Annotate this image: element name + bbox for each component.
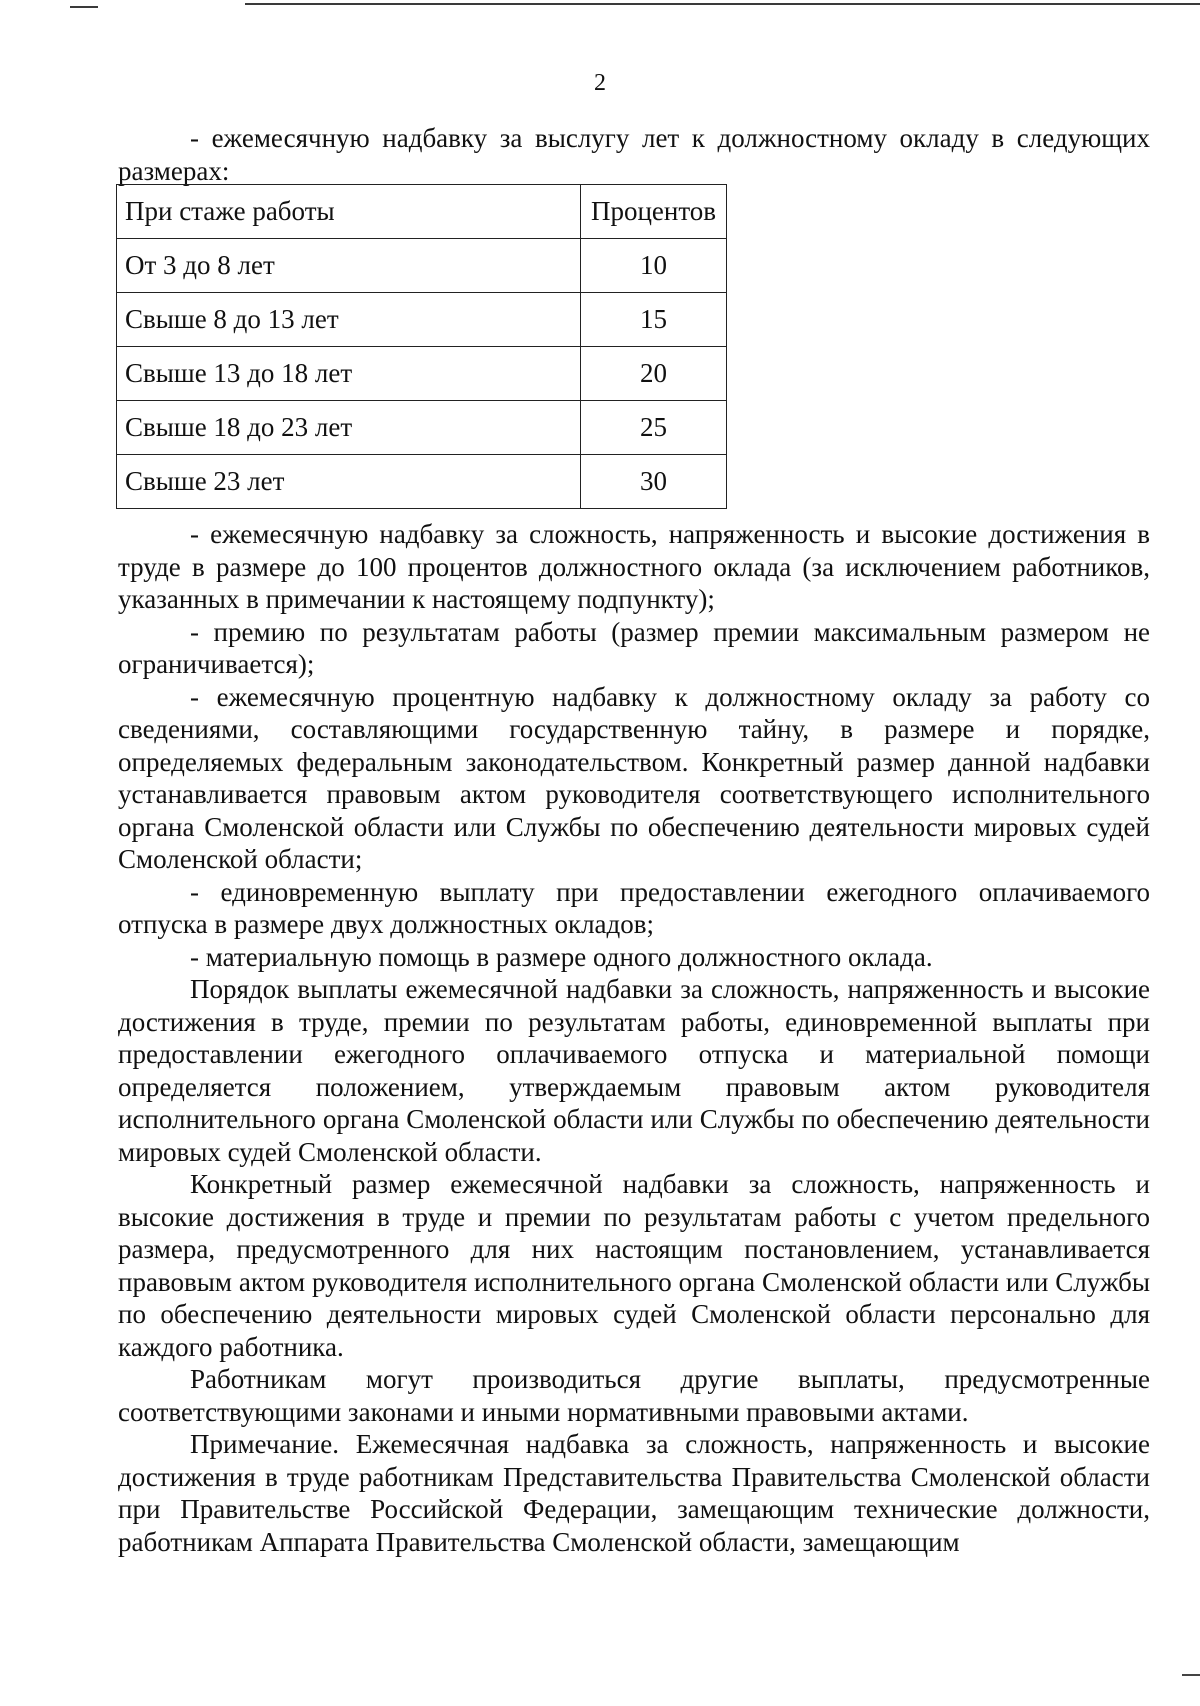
table-cell-percent: 20 [581, 347, 727, 401]
seniority-table [116, 184, 727, 509]
paragraph-vacation-payment: - единовременную выплату при предоставлении ежегодного оплачиваемого отпуска в размере двух должностных окладов; [118, 876, 1150, 939]
table-header-cell: Процентов [581, 185, 727, 239]
scan-edge-mark [1182, 1674, 1200, 1676]
table-row [117, 293, 727, 347]
paragraph-payment-procedure: Порядок выплаты ежемесячной надбавки за сложность, напряженность и высокие достижения в труде, премии по результатам работы, единовременной выплаты при предоставлении ежегодного оплачиваемого отпуска и материальной помощи определяется положением, утверждаемым правовым актом руководителя исполнительного органа Смоленской области или Службы по обеспечению деятельности мировых судей Смоленской области. [118, 974, 1150, 1167]
scan-top-line-right [245, 3, 1200, 5]
table-cell-period: Свыше 18 до 23 лет [117, 401, 581, 455]
paragraph-specific-amount: Конкретный размер ежемесячной надбавки за сложность, напряженность и высокие достижения в труде и премии по результатам работы с учетом предельного размера, предусмотренного для них настоящим постановлением, устанавливается правовым актом руководителя исполнительного органа Смоленской области или Службы по обеспечению деятельности мировых судей Смоленской области персонально для каждого работника. [118, 1169, 1150, 1362]
table-cell-period: Свыше 8 до 13 лет [117, 293, 581, 347]
table-row [117, 401, 727, 455]
table-cell-percent: 15 [581, 293, 727, 347]
table-cell-period: От 3 до 8 лет [117, 239, 581, 293]
table-cell-period: Свыше 23 лет [117, 455, 581, 509]
table-cell-percent: 25 [581, 401, 727, 455]
table-cell-percent: 30 [581, 455, 727, 509]
paragraph-material-aid: - материальную помощь в размере одного должностного оклада. [190, 941, 933, 972]
intro-block [118, 122, 1150, 189]
table-row [117, 455, 727, 509]
paragraph-performance-bonus: - премию по результатам работы (размер премии максимальным размером не ограничивается); [118, 616, 1150, 679]
paragraph-other-payments: Работникам могут производиться другие выплаты, предусмотренные соответствующими законами и иными нормативными правовыми актами. [118, 1364, 1150, 1427]
table-cell-percent: 10 [581, 239, 727, 293]
table-cell-period: Свыше 13 до 18 лет [117, 347, 581, 401]
paragraph-complexity-bonus: - ежемесячную надбавку за сложность, напряженность и высокие достижения в труде в размере до 100 процентов должностного оклада (за исключением работников, указанных в примечании к настоящему подпункту); [118, 519, 1150, 614]
page-number: 2 [594, 70, 606, 96]
main-text-block [118, 518, 1150, 1558]
paragraph-note: Примечание. Ежемесячная надбавка за сложность, напряженность и высокие достижения в труде работникам Представительства Правительства Смоленской области при Правительстве Российской Федерации, замещающим технические должности, работникам Аппарата Правительства Смоленской области, замещающим [118, 1429, 1150, 1557]
table-row [117, 239, 727, 293]
table-row [117, 347, 727, 401]
table-header-row [117, 185, 727, 239]
scan-top-line-left [70, 6, 98, 8]
intro-paragraph: - ежемесячную надбавку за выслугу лет к должностному окладу в следующих размерах: [118, 123, 1150, 186]
paragraph-secrecy-bonus: - ежемесячную процентную надбавку к должностному окладу за работу со сведениями, составляющими государственную тайну, в размере и порядке, определяемых федеральным законодательством. Конкретный размер данной надбавки устанавливается правовым актом руководителя соответствующего исполнительного органа Смоленской области или Службы по обеспечению деятельности мировых судей Смоленской области; [118, 681, 1150, 874]
table-header-cell: При стаже работы [117, 185, 581, 239]
